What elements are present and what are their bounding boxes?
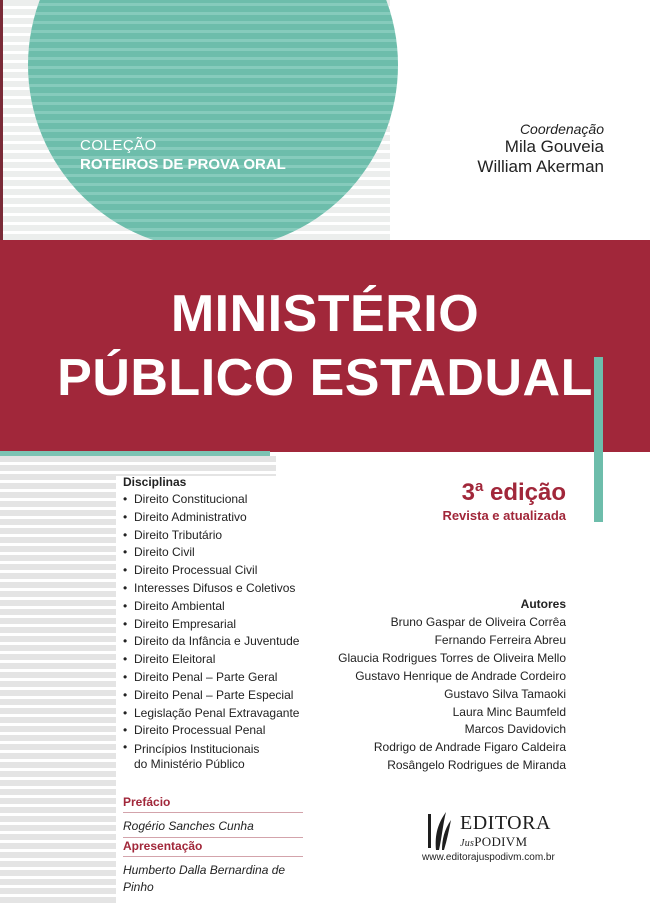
publisher-name: EDITORA — [460, 812, 551, 834]
discipline-item: • Direito Constitucional — [123, 491, 299, 509]
coordination-label: Coordenação — [519, 121, 604, 137]
bottom-stripe-pattern-top — [116, 456, 276, 476]
book-title-line2: PÚBLICO ESTADUAL — [57, 349, 593, 407]
publisher-logo — [420, 808, 570, 864]
author-name: Gustavo Silva Tamaoki — [444, 686, 566, 701]
author-name: Fernando Ferreira Abreu — [434, 632, 566, 647]
discipline-item: • Interesses Difusos e Coletivos — [123, 580, 299, 598]
discipline-item: • Direito Tributário — [123, 527, 299, 545]
presentation-label: Apresentação — [123, 839, 203, 853]
discipline-item: • Direito da Infância e Juventude — [123, 633, 299, 651]
credits-block — [123, 794, 303, 896]
bottom-stripe-pattern — [0, 456, 116, 906]
collection-label — [80, 136, 286, 174]
discipline-item: • Direito Administrativo — [123, 509, 299, 527]
collection-name: ROTEIROS DE PROVA ORAL — [80, 156, 286, 173]
authors-heading: Autores — [520, 597, 566, 611]
publisher-subname: JusPODIVM — [460, 834, 528, 849]
teal-vertical-accent — [594, 357, 603, 522]
preface-name: Rogério Sanches Cunha — [123, 819, 254, 833]
author-name: Rodrigo de Andrade Figaro Caldeira — [373, 740, 566, 755]
discipline-item: • Princípios Institucionais do Ministério Público — [123, 740, 263, 773]
discipline-item: • Direito Ambiental — [123, 598, 299, 616]
edition-number: 3$^a$ edição — [461, 478, 566, 506]
discipline-item: • Direito Processual Penal — [123, 722, 299, 740]
divider — [123, 856, 303, 857]
collection-prefix: COLEÇÃO — [80, 137, 157, 154]
disciplines-list — [123, 474, 299, 773]
discipline-item: • Direito Empresarial — [123, 616, 299, 634]
publisher-url: www.editorajuspodivm.com.br — [422, 852, 555, 863]
discipline-item: • Direito Civil — [123, 544, 299, 562]
coordinator-name: Mila Gouveia — [504, 137, 604, 156]
edition-block — [442, 478, 566, 524]
coordinator-name: William Akerman — [477, 157, 604, 176]
authors-list — [338, 596, 566, 775]
discipline-item: • Direito Eleitoral — [123, 651, 299, 669]
author-name: Marcos Davidovich — [464, 722, 566, 737]
discipline-item: • Direito Processual Civil — [123, 562, 299, 580]
book-title-line1: MINISTÉRIO — [170, 285, 480, 343]
edition-subtitle: Revista e atualizada — [442, 508, 566, 523]
discipline-item: • Direito Penal – Parte Geral — [123, 669, 299, 687]
author-name: Bruno Gaspar de Oliveira Corrêa — [390, 615, 566, 629]
book-title — [0, 282, 650, 410]
divider — [123, 812, 303, 813]
discipline-item: • Legislação Penal Extravagante — [123, 705, 299, 723]
quill-logo-icon — [422, 810, 452, 850]
preface-label: Prefácio — [123, 795, 171, 809]
coordination-block — [477, 121, 604, 177]
author-name: Laura Minc Baumfeld — [452, 704, 566, 719]
presentation-name: Humberto Dalla Bernardina de Pinho — [123, 863, 286, 894]
discipline-item: • Direito Penal – Parte Especial — [123, 687, 299, 705]
disciplines-heading: Disciplinas — [123, 475, 187, 489]
author-name: Gustavo Henrique de Andrade Cordeiro — [355, 668, 566, 683]
author-name: Glaucia Rodrigues Torres de Oliveira Mello — [338, 650, 566, 665]
author-name: Rosângelo Rodrigues de Miranda — [387, 758, 566, 773]
